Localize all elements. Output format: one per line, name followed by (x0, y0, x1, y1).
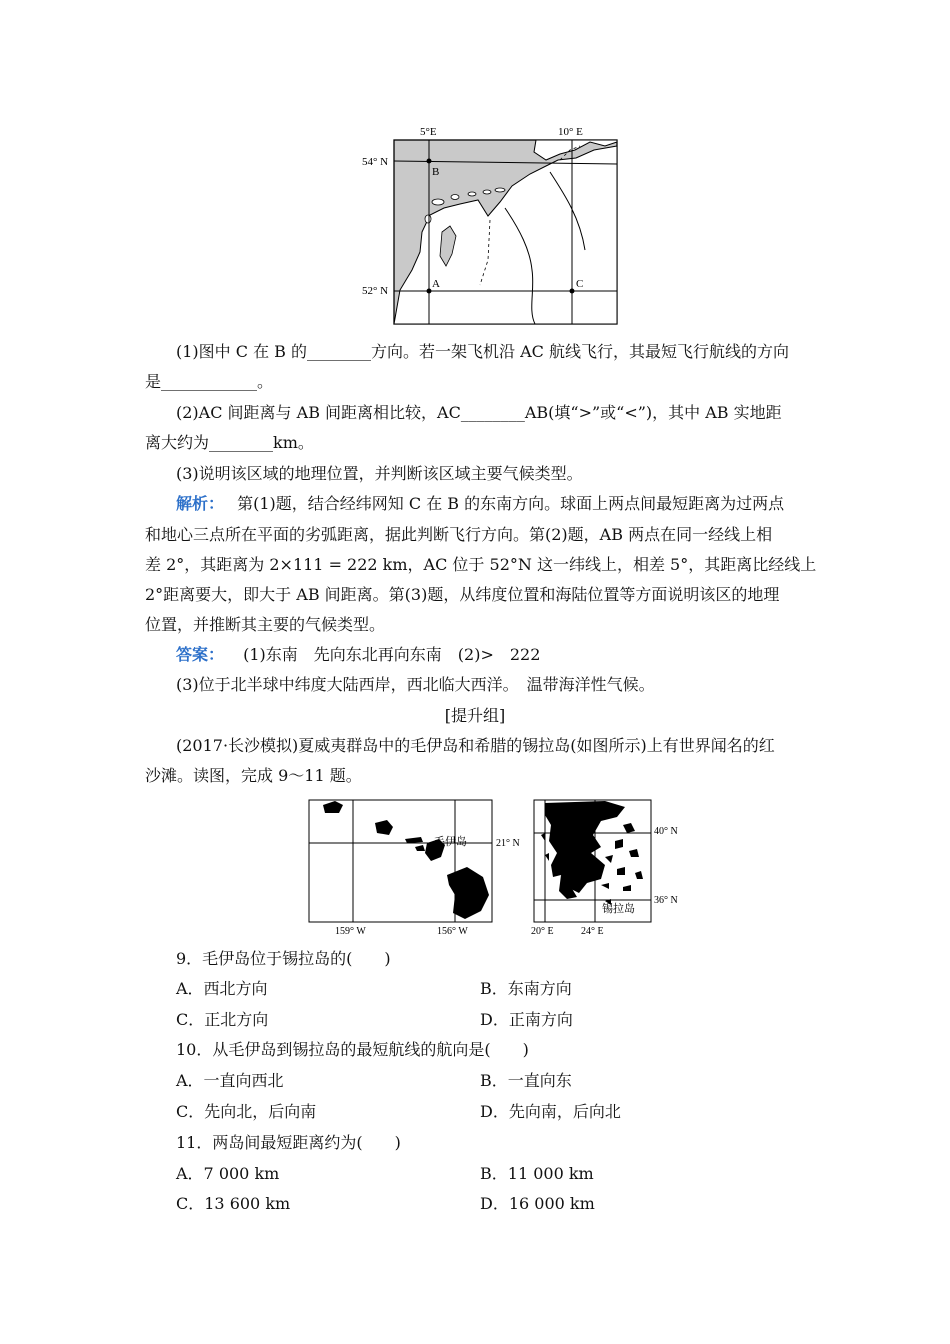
map-hawaii-greece (305, 795, 690, 940)
map1-lon-label: 10° E (558, 126, 583, 138)
question-11-option-a[interactable]: A．7 000 km (176, 1164, 280, 1183)
section-title: [提升组] (444, 706, 506, 725)
intro-line: 沙滩。读图，完成 9～11 题。 (145, 766, 362, 785)
intro-line: (2017·长沙模拟)夏威夷群岛中的毛伊岛和希腊的锡拉岛(如图所示)上有世界闻名的红 (176, 736, 775, 755)
answer-line (176, 640, 540, 670)
greece-lat-label: 36° N (654, 895, 678, 906)
question-9-option-a[interactable]: A．西北方向 (176, 979, 268, 998)
map-netherlands (360, 120, 625, 330)
analysis-line: 2°距离要大，即大于 AB 间距离。第(3)题，从纬度位置和海陆位置等方面说明该区的地理 (145, 585, 780, 604)
hawaii-lon-label: 159° W (335, 926, 366, 937)
question-part1: (1)图中 C 在 B 的________方向。若一架飞机沿 AC 航线飞行，其最短飞行航线的方向 (176, 342, 789, 361)
map1-lat-label: 52° N (362, 285, 389, 297)
question-part2-cont: 离大约为________km。 (145, 433, 314, 452)
answer-line: (3)位于北半球中纬度大陆西岸，西北临大西洋。 温带海洋性气候。 (176, 675, 655, 694)
maui-label: 毛伊岛 (434, 836, 467, 848)
question-11-option-c[interactable]: C．13 600 km (176, 1194, 291, 1213)
map1-point-label: A (432, 278, 440, 290)
analysis-line: 位置，并推断其主要的气候类型。 (145, 615, 386, 634)
analysis-text: 第(1)题，结合经纬网知 C 在 B 的东南方向。球面上两点间最短距离为过两点 (237, 494, 785, 513)
map1-lat-label: 54° N (362, 156, 389, 168)
hawaii-lon-label: 156° W (437, 926, 468, 937)
analysis-line: 和地心三点所在平面的劣弧距离，据此判断飞行方向。第(2)题，AB 两点在同一经线上相 (145, 525, 773, 544)
greece-lat-label: 40° N (654, 826, 678, 837)
map1-point-label: B (432, 166, 440, 178)
question-9-option-c[interactable]: C．正北方向 (176, 1010, 269, 1029)
question-11-option-b[interactable]: B．11 000 km (480, 1164, 594, 1183)
question-9-option-d[interactable]: D．正南方向 (480, 1010, 573, 1029)
question-10-option-b[interactable]: B．一直向东 (480, 1071, 572, 1090)
hawaii-lat-label: 21° N (496, 838, 520, 849)
map1-lon-label: 5°E (420, 126, 437, 138)
analysis-line: 差 2°，其距离为 2×111 = 222 km，AC 位于 52°N 这一纬线上，相差 5°，其距离比经线上 (145, 555, 817, 574)
question-10-stem: 10．从毛伊岛到锡拉岛的最短航线的航向是( ) (176, 1040, 529, 1059)
question-11-option-d[interactable]: D．16 000 km (480, 1194, 595, 1213)
question-9-option-b[interactable]: B．东南方向 (480, 979, 572, 998)
question-10-option-d[interactable]: D．先向南，后向北 (480, 1102, 621, 1121)
question-part2: (2)AC 间距离与 AB 间距离相比较，AC________AB(填“>”或“<”)，其中 AB 实地距 (176, 403, 782, 422)
answer-label: 答案： (176, 645, 225, 664)
question-9-stem: 9．毛伊岛位于锡拉岛的( ) (176, 949, 391, 968)
question-10-option-a[interactable]: A．一直向西北 (176, 1071, 284, 1090)
map1-point-label: C (576, 278, 584, 290)
question-10-option-c[interactable]: C．先向北，后向南 (176, 1102, 317, 1121)
santorini-label: 锡拉岛 (602, 903, 635, 915)
answer-text: (1)东南 先向东北再向东南 (2)> 222 (243, 645, 541, 664)
question-part3: (3)说明该区域的地理位置，并判断该区域主要气候类型。 (176, 464, 583, 483)
question-11-stem: 11．两岛间最短距离约为( ) (176, 1133, 401, 1152)
question-part1-cont: 是____________。 (145, 372, 274, 391)
greece-lon-label: 24° E (581, 926, 604, 937)
analysis-label: 解析： (176, 494, 225, 513)
greece-lon-label: 20° E (531, 926, 554, 937)
analysis-line (176, 489, 784, 519)
